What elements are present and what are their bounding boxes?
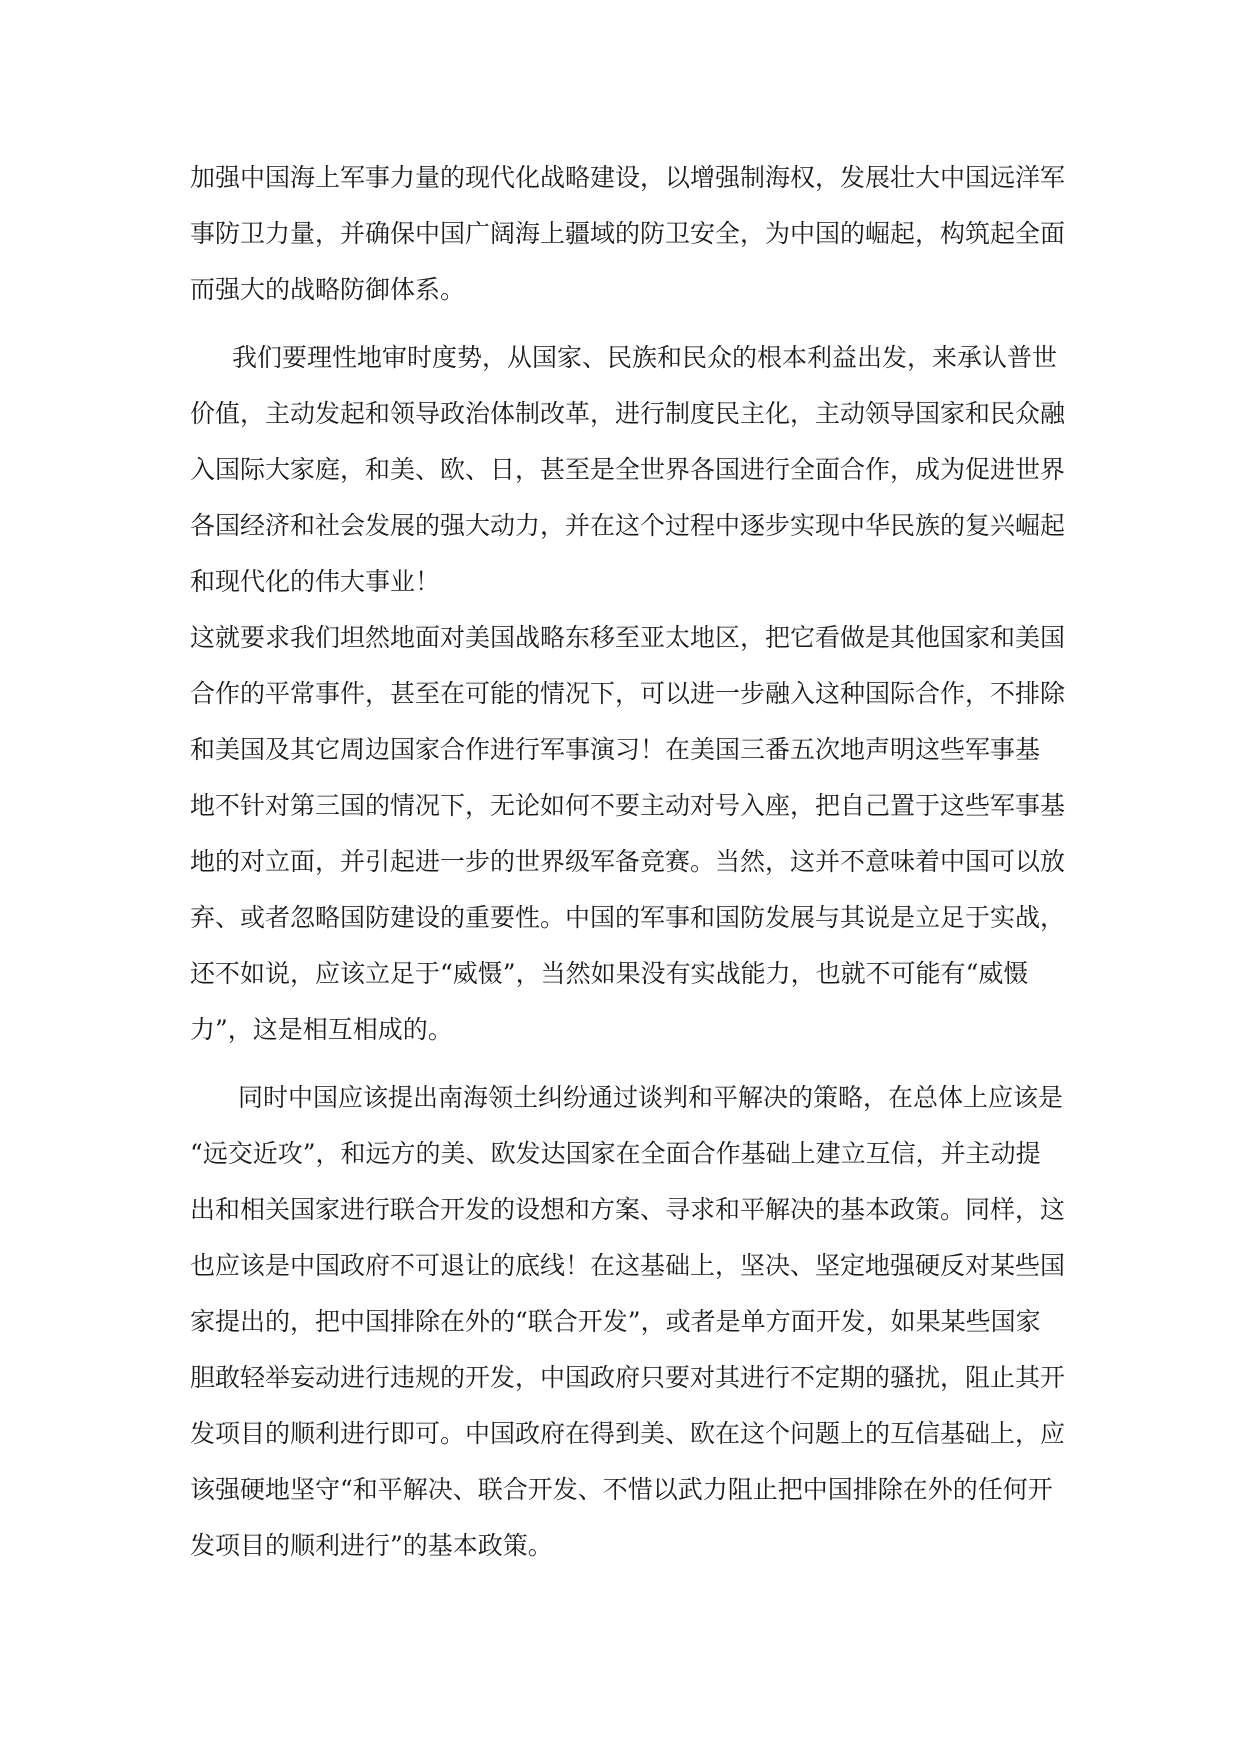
text-line: 也应该是中国政府不可退让的底线！在这基础上，坚决、坚定地强硬反对某些国 — [190, 1251, 1066, 1280]
text-line: 和美国及其它周边国家合作进行军事演习！在美国三番五次地声明这些军事基 — [190, 735, 1041, 764]
text-line: 弃、或者忽略国防建设的重要性。中国的军事和国防发展与其说是立足于实战， — [190, 903, 1066, 932]
text-line: 同时中国应该提出南海领土纠纷通过谈判和平解决的策略，在总体上应该是 — [238, 1083, 1064, 1112]
text-line: 入国际大家庭，和美、欧、日，甚至是全世界各国进行全面合作，成为促进世界 — [190, 455, 1066, 484]
paragraph-3 — [190, 610, 1066, 1058]
text-line: 发项目的顺利进行即可。中国政府在得到美、欧在这个问题上的互信基础上，应 — [190, 1419, 1066, 1448]
text-line: 地不针对第三国的情况下，无论如何不要主动对号入座，把自己置于这些军事基 — [190, 791, 1066, 820]
text-line: 家提出的，把中国排除在外的“联合开发”，或者是单方面开发，如果某些国家 — [190, 1307, 1041, 1336]
paragraph-4 — [190, 1070, 1066, 1574]
text-line: 和现代化的伟大事业！ — [190, 567, 441, 596]
text-line: 出和相关国家进行联合开发的设想和方案、寻求和平解决的基本政策。同样，这 — [190, 1195, 1066, 1224]
text-line: 价值，主动发起和领导政治体制改革，进行制度民主化，主动领导国家和民众融 — [190, 399, 1066, 428]
text-line: 还不如说，应该立足于“威慑”，当然如果没有实战能力，也就不可能有“威慑 — [190, 959, 1029, 988]
text-line: 事防卫力量，并确保中国广阔海上疆域的防卫安全，为中国的崛起，构筑起全面 — [190, 219, 1066, 248]
text-line: 这就要求我们坦然地面对美国战略东移至亚太地区，把它看做是其他国家和美国 — [190, 623, 1066, 652]
text-line: 地的对立面，并引起进一步的世界级军备竞赛。当然，这并不意味着中国可以放 — [190, 847, 1066, 876]
text-line: 加强中国海上军事力量的现代化战略建设，以增强制海权，发展壮大中国远洋军 — [190, 163, 1066, 192]
text-line: 合作的平常事件，甚至在可能的情况下，可以进一步融入这种国际合作，不排除 — [190, 679, 1066, 708]
text-line: 我们要理性地审时度势，从国家、民族和民众的根本利益出发，来承认普世 — [232, 343, 1058, 372]
text-line: 力”，这是相互相成的。 — [190, 1015, 453, 1044]
text-line: 各国经济和社会发展的强大动力，并在这个过程中逐步实现中华民族的复兴崛起 — [190, 511, 1066, 540]
paragraph-2 — [190, 330, 1066, 610]
text-line: 而强大的战略防御体系。 — [190, 275, 466, 304]
text-line: 该强硬地坚守“和平解决、联合开发、不惜以武力阻止把中国排除在外的任何开 — [190, 1475, 1053, 1504]
document-body — [190, 150, 1066, 1574]
text-line: “远交近攻”，和远方的美、欧发达国家在全面合作基础上建立互信，并主动提 — [190, 1139, 1041, 1168]
text-line: 胆敢轻举妄动进行违规的开发，中国政府只要对其进行不定期的骚扰，阻止其开 — [190, 1363, 1066, 1392]
paragraph-1 — [190, 150, 1066, 318]
text-line: 发项目的顺利进行”的基本政策。 — [190, 1531, 553, 1560]
